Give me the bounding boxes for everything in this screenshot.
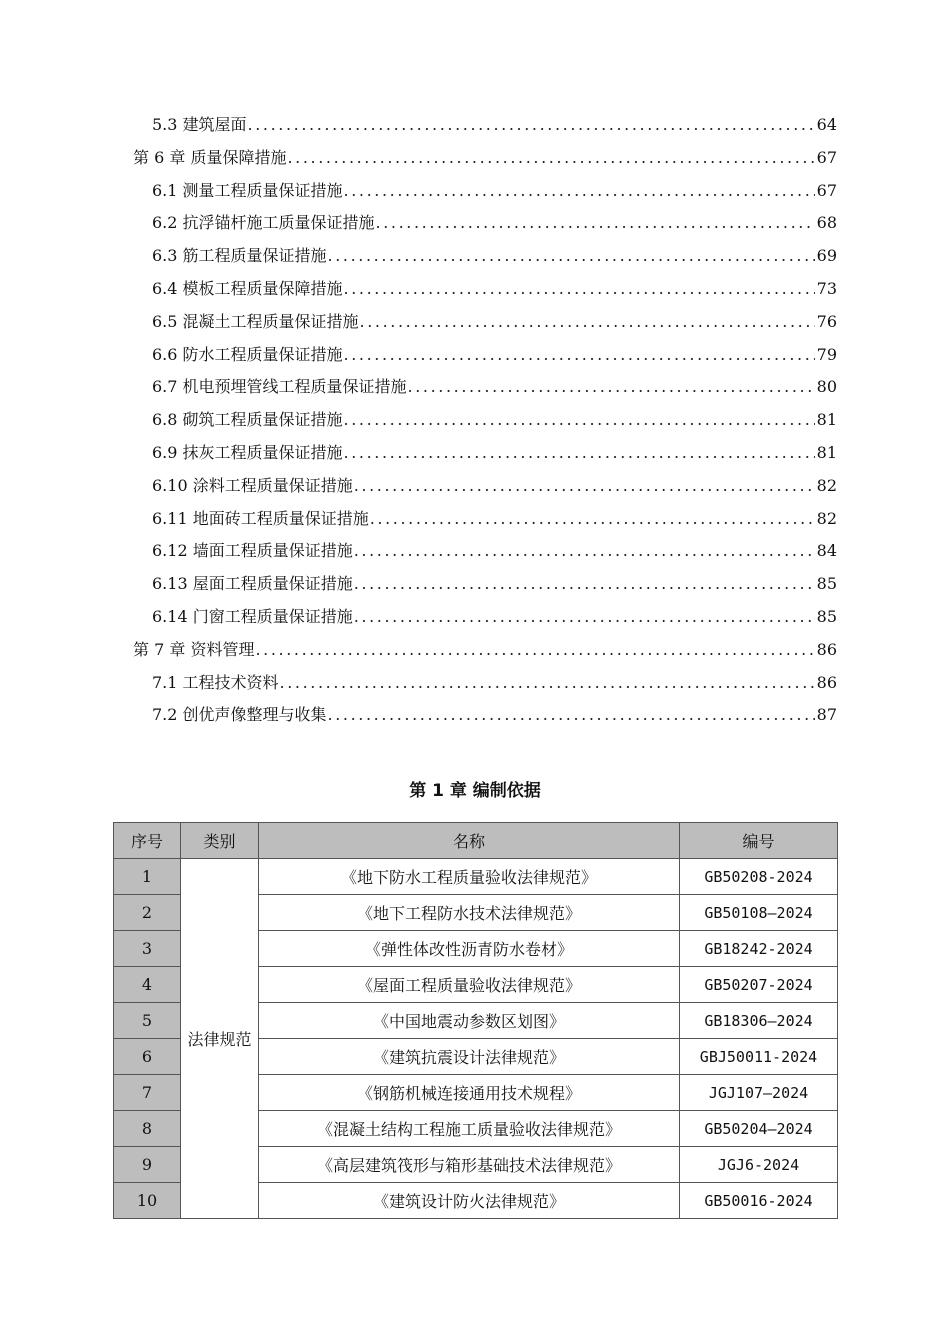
- standard-name: 《建筑设计防火法律规范》: [259, 1183, 680, 1219]
- toc-entry-title: 6.11 地面砖工程质量保证措施: [152, 508, 369, 528]
- toc-entry[interactable]: [133, 240, 837, 273]
- toc-dot-leader: [328, 699, 815, 732]
- toc-dot-leader: [344, 404, 815, 437]
- toc-entry-page: 86: [816, 672, 837, 692]
- toc-entry[interactable]: [133, 470, 837, 503]
- toc-dot-leader: [344, 175, 815, 208]
- toc-entry-page: 86: [816, 639, 837, 659]
- toc-entry-page: 85: [816, 606, 837, 626]
- toc-dot-leader: [376, 207, 815, 240]
- toc-entry-page: 69: [816, 246, 837, 266]
- toc-dot-leader: [354, 601, 815, 634]
- toc-entry[interactable]: [133, 601, 837, 634]
- row-number: 7: [114, 1075, 181, 1111]
- standard-code: GB50208-2024: [680, 859, 838, 895]
- row-number: 9: [114, 1147, 181, 1183]
- toc-entry-title: 6.9 抹灰工程质量保证措施: [152, 442, 343, 462]
- toc-entry-page: 68: [816, 213, 837, 233]
- toc-entry-page: 73: [816, 278, 837, 298]
- toc-entry-page: 87: [816, 705, 837, 725]
- toc-dot-leader: [344, 273, 815, 306]
- toc-dot-leader: [354, 470, 815, 503]
- toc-entry-title: 7.1 工程技术资料: [152, 672, 279, 692]
- standard-code: GB18306—2024: [680, 1003, 838, 1039]
- standard-name: 《弹性体改性沥青防水卷材》: [259, 931, 680, 967]
- header-seq: 序号: [114, 823, 181, 859]
- toc-entry[interactable]: [133, 568, 837, 601]
- toc-entry-page: 81: [816, 442, 837, 462]
- toc-dot-leader: [344, 437, 815, 470]
- toc-entry-page: 82: [816, 475, 837, 495]
- standard-name: 《地下工程防水技术法律规范》: [259, 895, 680, 931]
- row-number: 10: [114, 1183, 181, 1219]
- header-name: 名称: [259, 823, 680, 859]
- toc-entry[interactable]: [133, 634, 837, 667]
- toc-entry-page: 67: [816, 180, 837, 200]
- toc-entry-title: 第 6 章 质量保障措施: [133, 147, 287, 167]
- table-row: [114, 859, 838, 895]
- toc-entry-title: 第 7 章 资料管理: [133, 639, 255, 659]
- row-number: 8: [114, 1111, 181, 1147]
- row-number: 4: [114, 967, 181, 1003]
- toc-entry-page: 67: [816, 147, 837, 167]
- toc-entry[interactable]: [133, 273, 837, 306]
- toc-entry-title: 6.7 机电预埋管线工程质量保证措施: [152, 377, 407, 397]
- toc-entry-title: 5.3 建筑屋面: [152, 115, 247, 134]
- toc-entry[interactable]: [133, 306, 837, 339]
- toc-entry-title: 6.12 墙面工程质量保证措施: [152, 541, 353, 561]
- standard-code: GB50108—2024: [680, 895, 838, 931]
- standard-name: 《钢筋机械连接通用技术规程》: [259, 1075, 680, 1111]
- toc-dot-leader: [344, 339, 815, 372]
- header-code: 编号: [680, 823, 838, 859]
- standard-name: 《建筑抗震设计法律规范》: [259, 1039, 680, 1075]
- category-cell: 法律规范: [181, 859, 259, 1219]
- standard-code: JGJ6-2024: [680, 1147, 838, 1183]
- toc-entry-page: 79: [816, 344, 837, 364]
- toc-entry-page: 76: [816, 311, 837, 331]
- toc-dot-leader: [360, 306, 815, 339]
- toc-entry-title: 6.10 涂料工程质量保证措施: [152, 475, 353, 495]
- toc-entry-title: 6.6 防水工程质量保证措施: [152, 344, 343, 364]
- toc-entry-page: 85: [816, 574, 837, 594]
- toc-entry[interactable]: [133, 503, 837, 536]
- toc-entry[interactable]: [133, 109, 837, 142]
- standard-code: GB18242-2024: [680, 931, 838, 967]
- toc-entry[interactable]: [133, 437, 837, 470]
- toc-entry-page: 64: [816, 115, 837, 134]
- standard-code: GB50204—2024: [680, 1111, 838, 1147]
- toc-entry-page: 84: [816, 541, 837, 561]
- toc-entry[interactable]: [133, 699, 837, 732]
- standard-name: 《混凝土结构工程施工质量验收法律规范》: [259, 1111, 680, 1147]
- standard-code: JGJ107—2024: [680, 1075, 838, 1111]
- section-heading: 第 1 章 编制依据: [409, 781, 541, 801]
- toc-dot-leader: [255, 634, 814, 667]
- toc-entry-title: 6.3 筋工程质量保证措施: [152, 246, 327, 266]
- toc-entry-title: 6.8 砌筑工程质量保证措施: [152, 410, 343, 430]
- toc-entry-page: 81: [816, 410, 837, 430]
- toc-entry[interactable]: [133, 175, 837, 208]
- toc-entry-title: 6.13 屋面工程质量保证措施: [152, 574, 353, 594]
- toc-dot-leader: [354, 568, 815, 601]
- standard-name: 《屋面工程质量验收法律规范》: [259, 967, 680, 1003]
- standard-code: GB50207-2024: [680, 967, 838, 1003]
- toc-entry[interactable]: [133, 207, 837, 240]
- standard-code: GB50016-2024: [680, 1183, 838, 1219]
- toc-entry-title: 6.14 门窗工程质量保证措施: [152, 606, 353, 626]
- row-number: 5: [114, 1003, 181, 1039]
- row-number: 3: [114, 931, 181, 967]
- row-number: 6: [114, 1039, 181, 1075]
- toc-entry-title: 6.1 测量工程质量保证措施: [152, 180, 343, 200]
- basis-table: [113, 822, 838, 1219]
- toc-entry-title: 6.5 混凝土工程质量保证措施: [152, 311, 359, 331]
- toc-entry[interactable]: [133, 142, 837, 175]
- table-of-contents: [133, 109, 837, 732]
- row-number: 2: [114, 895, 181, 931]
- toc-entry[interactable]: [133, 339, 837, 372]
- table-header-row: [114, 823, 838, 859]
- toc-entry[interactable]: [133, 404, 837, 437]
- toc-dot-leader: [354, 535, 815, 568]
- toc-entry-title: 7.2 创优声像整理与收集: [152, 705, 327, 725]
- standard-name: 《地下防水工程质量验收法律规范》: [259, 859, 680, 895]
- toc-entry-page: 82: [816, 508, 837, 528]
- standard-name: 《中国地震动参数区划图》: [259, 1003, 680, 1039]
- header-category: 类别: [181, 823, 259, 859]
- toc-entry-title: 6.4 模板工程质量保障措施: [152, 278, 343, 298]
- toc-dot-leader: [370, 503, 815, 536]
- toc-dot-leader: [408, 371, 815, 404]
- toc-dot-leader: [287, 142, 814, 175]
- toc-dot-leader: [328, 240, 815, 273]
- toc-dot-leader: [248, 109, 815, 142]
- toc-dot-leader: [280, 667, 815, 700]
- toc-entry[interactable]: [133, 535, 837, 568]
- toc-entry[interactable]: [133, 371, 837, 404]
- toc-entry-title: 6.2 抗浮锚杆施工质量保证措施: [152, 213, 375, 233]
- standard-code: GBJ50011-2024: [680, 1039, 838, 1075]
- row-number: 1: [114, 859, 181, 895]
- toc-entry[interactable]: [133, 667, 837, 700]
- toc-entry-page: 80: [816, 377, 837, 397]
- standard-name: 《高层建筑筏形与箱形基础技术法律规范》: [259, 1147, 680, 1183]
